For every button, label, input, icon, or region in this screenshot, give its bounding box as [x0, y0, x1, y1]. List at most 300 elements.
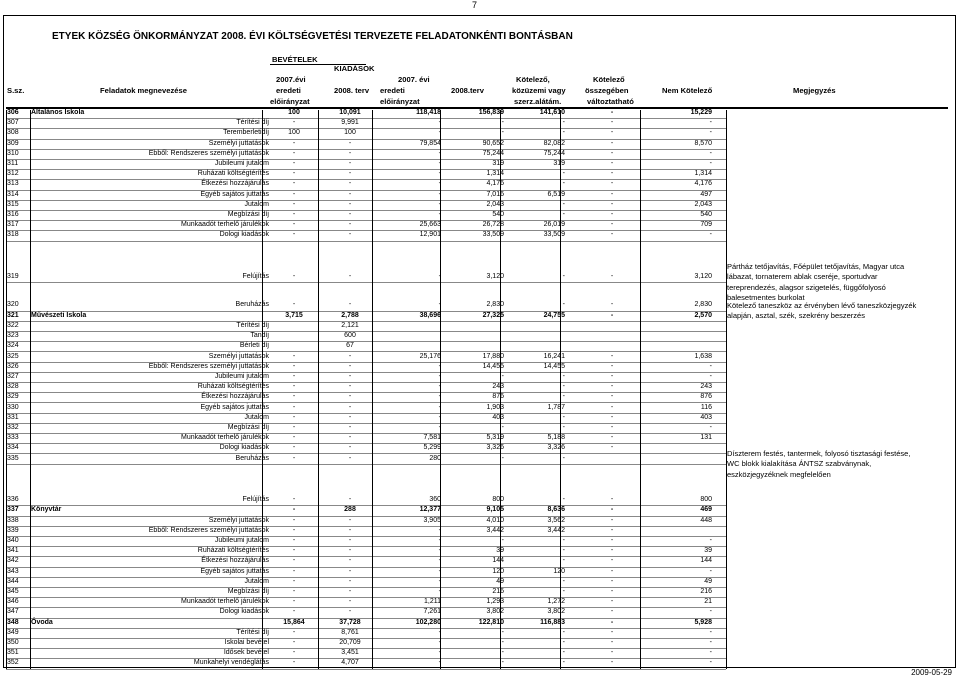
row-value-6: - — [610, 139, 614, 147]
row-value-4: 540 — [492, 211, 504, 218]
row-id: 309 — [7, 139, 19, 147]
row-value-2: 2,788 — [341, 311, 359, 319]
row-value-4: - — [501, 129, 504, 137]
row-name: Idősek bevétel — [223, 649, 269, 657]
row-value-5: 116,883 — [540, 618, 565, 626]
row-value-4: 156,839 — [478, 109, 504, 116]
row-value-5: - — [562, 423, 565, 431]
row-value-6: - — [610, 119, 614, 127]
row-value-3: - — [438, 211, 441, 218]
row-name: Beruházás — [235, 454, 269, 462]
row-value-3: 5,299 — [423, 444, 441, 452]
row-value-4: 7,016 — [486, 190, 504, 198]
row-value-5: - — [562, 413, 565, 421]
row-id: 313 — [7, 180, 19, 188]
row-id: 337 — [7, 506, 19, 514]
row-name: Térítési díj — [236, 119, 269, 127]
row-value-5: 33,509 — [543, 231, 565, 239]
row-value-3: 7,261 — [423, 608, 441, 616]
row-value-6: - — [610, 211, 614, 218]
row-value-1: - — [292, 180, 296, 188]
row-id: 344 — [7, 577, 19, 585]
row-value-1: - — [292, 139, 296, 147]
row-value-1: - — [292, 454, 296, 462]
row-value-4: 1,293 — [486, 598, 504, 606]
row-value-2: - — [348, 301, 352, 309]
row-value-6: - — [610, 444, 614, 452]
row-id: 327 — [7, 372, 19, 380]
row-value-7: - — [709, 149, 712, 157]
row-id: 341 — [7, 547, 19, 555]
row-value-7: - — [709, 659, 712, 667]
row-value-7: 15,229 — [690, 109, 712, 116]
row-value-6: - — [610, 311, 614, 319]
row-value-6: - — [610, 301, 614, 309]
row-value-1: - — [292, 526, 296, 534]
row-value-3: 360 — [429, 496, 441, 504]
row-value-5: 120 — [553, 567, 565, 575]
row-id: 345 — [7, 588, 19, 595]
row-value-2: - — [348, 200, 352, 208]
row-value-6: - — [610, 180, 614, 188]
header-feladatok: Feladatok megnevezése — [100, 86, 187, 95]
row-value-4: 3,326 — [486, 444, 504, 452]
row-value-6: - — [610, 577, 614, 585]
row-value-6: - — [610, 598, 614, 606]
row-value-3: - — [438, 129, 441, 137]
header-col1-line1: 2007.évi — [276, 75, 306, 84]
row-value-4: 33,509 — [482, 231, 504, 239]
row-value-2: - — [348, 577, 352, 585]
note-336: Díszterem festés, tantermek, folyosó tisztasági festése, WC blokk kialakítása ÁNTSZ szabványnak, eszközjegyzéknek megfelelően — [727, 449, 911, 479]
column-divider — [560, 110, 561, 669]
row-value-4: - — [501, 628, 504, 636]
row-value-6: - — [610, 273, 614, 281]
row-value-3: - — [438, 423, 441, 431]
row-value-2: 100 — [344, 129, 356, 137]
row-value-2: 3,451 — [341, 649, 359, 657]
row-value-3: 25,663 — [419, 221, 441, 229]
row-value-5: - — [562, 211, 565, 218]
row-value-4: 216 — [492, 588, 504, 595]
row-value-2: - — [348, 588, 352, 595]
row-value-5: 141,610 — [539, 109, 565, 116]
row-value-5: - — [562, 547, 565, 555]
row-name: Jubileumi jutalom — [214, 537, 269, 544]
row-value-5: 3,802 — [547, 608, 565, 616]
row-name: Munkaadót terhelő járulékok — [181, 598, 269, 606]
row-value-3: 38,696 — [419, 311, 441, 319]
row-value-2: 288 — [344, 506, 356, 514]
row-value-7: 5,928 — [694, 618, 712, 626]
row-value-1: - — [292, 413, 296, 421]
row-value-3: - — [438, 180, 441, 188]
row-id: 349 — [7, 628, 19, 636]
row-value-6: - — [610, 200, 614, 208]
row-value-1: 3,715 — [285, 311, 303, 319]
row-name: Felújítás — [242, 496, 269, 504]
row-id: 346 — [7, 598, 19, 606]
row-id: 352 — [7, 659, 19, 667]
row-value-4: 27,325 — [482, 311, 504, 319]
row-value-6: - — [610, 567, 614, 575]
row-value-1: - — [292, 639, 296, 646]
row-value-7: 144 — [700, 557, 712, 565]
row-value-4: 9,105 — [486, 506, 504, 514]
row-id: 334 — [7, 444, 19, 452]
row-value-4: - — [501, 649, 504, 657]
row-value-6: - — [610, 588, 614, 595]
row-value-2: - — [348, 403, 352, 411]
row-name: Jutalom — [244, 413, 269, 421]
row-value-6: - — [610, 109, 614, 116]
row-value-1: - — [292, 577, 296, 585]
row-value-3: - — [438, 649, 441, 657]
row-value-3: - — [438, 639, 441, 646]
row-value-1: - — [292, 598, 296, 606]
row-value-5: 82,082 — [543, 139, 565, 147]
row-value-1: - — [292, 423, 296, 431]
header-col8: Megjegyzés — [793, 86, 836, 95]
row-value-5: - — [562, 372, 565, 380]
row-value-5: 24,755 — [543, 311, 565, 319]
table-row — [6, 241, 726, 284]
row-value-2: 37,728 — [339, 618, 361, 626]
row-value-4: 39 — [496, 547, 504, 555]
document-title: ETYEK KÖZSÉG ÖNKORMÁNYZAT 2008. ÉVI KÖLTSÉGVETÉSI TERVEZETE FELADATONKÉNTI BONTÁSBAN — [52, 31, 573, 42]
row-value-5: 3,326 — [547, 444, 565, 452]
header-col2: 2008. terv — [334, 86, 370, 95]
row-id: 343 — [7, 567, 19, 575]
row-value-3: - — [438, 273, 441, 281]
row-value-7: - — [709, 119, 712, 127]
row-value-2: - — [348, 362, 352, 370]
row-value-3: - — [438, 557, 441, 565]
row-value-7: - — [709, 649, 712, 657]
row-value-6: - — [610, 413, 614, 421]
column-divider — [372, 110, 373, 669]
row-name: Megbízási díj — [227, 423, 269, 431]
row-value-2: - — [348, 221, 352, 229]
row-value-4: - — [501, 423, 504, 431]
row-id: 332 — [7, 423, 19, 431]
row-value-2: 9,991 — [341, 119, 359, 127]
row-name: Személyi juttatások — [208, 139, 269, 147]
row-name: Ebből: Rendszeres személyi juttatások — [148, 149, 269, 157]
row-value-3: - — [438, 160, 441, 167]
row-value-2: 600 — [344, 332, 356, 340]
row-value-2: - — [348, 393, 352, 401]
row-id: 307 — [7, 119, 19, 127]
header-col5-line1: Kötelező, — [516, 75, 550, 84]
row-id: 336 — [7, 496, 19, 504]
row-value-6: - — [610, 608, 614, 616]
row-value-4: 243 — [492, 383, 504, 391]
row-value-5: 75,244 — [543, 149, 565, 157]
row-value-6: - — [610, 372, 614, 380]
row-value-7: 403 — [700, 413, 712, 421]
row-value-7: 1,638 — [694, 352, 712, 360]
row-name: Jubileumi jutalom — [214, 372, 269, 380]
row-value-1: - — [292, 588, 296, 595]
row-value-7: 39 — [704, 547, 712, 555]
row-id: 329 — [7, 393, 19, 401]
row-value-3: - — [438, 170, 441, 178]
row-value-5: 16,241 — [543, 352, 565, 360]
row-value-3: - — [438, 190, 441, 198]
row-value-6: - — [610, 618, 614, 626]
row-name: Egyéb sajátos juttatás — [200, 190, 269, 198]
row-value-1: - — [292, 547, 296, 555]
row-value-6: - — [610, 628, 614, 636]
row-name: Személyi juttatások — [208, 352, 269, 360]
row-value-5: - — [562, 119, 565, 127]
row-id: 348 — [7, 618, 19, 626]
row-value-3: - — [438, 149, 441, 157]
row-value-4: 17,880 — [482, 352, 504, 360]
row-value-4: - — [501, 372, 504, 380]
note-320: Kötelező taneszköz az érvényben lévő taneszközjegyzék alapján, asztal, szék, szekrény beszerzés — [727, 301, 917, 321]
header-underline — [270, 64, 366, 65]
row-name: Egyéb sajátos juttatás — [200, 403, 269, 411]
row-value-1: - — [292, 362, 296, 370]
header-col1-line3: előirányzat — [270, 97, 310, 106]
row-value-3: - — [438, 413, 441, 421]
row-value-1: - — [292, 170, 296, 178]
row-id: 308 — [7, 129, 19, 137]
row-id: 340 — [7, 537, 19, 544]
row-value-3: - — [438, 372, 441, 380]
row-value-2: - — [348, 190, 352, 198]
row-value-7: 800 — [700, 496, 712, 504]
row-value-4: 5,319 — [486, 434, 504, 442]
row-value-6: - — [610, 190, 614, 198]
row-value-4: 14,455 — [482, 362, 504, 370]
row-value-5: 14,455 — [543, 362, 565, 370]
row-value-6: - — [610, 557, 614, 565]
row-value-3: - — [438, 383, 441, 391]
row-value-7: 448 — [700, 516, 712, 524]
row-value-2: - — [348, 211, 352, 218]
row-value-6: - — [610, 393, 614, 401]
row-value-2: 67 — [346, 342, 354, 350]
row-name: Óvoda — [31, 618, 53, 626]
row-value-1: - — [292, 649, 296, 657]
row-value-2: - — [348, 496, 352, 504]
row-value-1: - — [292, 659, 296, 667]
row-value-1: - — [292, 221, 296, 229]
row-value-1: - — [292, 516, 296, 524]
row-value-2: - — [348, 537, 352, 544]
row-value-4: 2,043 — [486, 200, 504, 208]
row-name: Felújítás — [242, 273, 269, 281]
row-value-1: - — [292, 393, 296, 401]
row-value-5: - — [562, 129, 565, 137]
row-id: 314 — [7, 190, 19, 198]
print-date: 2009-05-29 — [911, 668, 952, 677]
row-name: Általános Iskola — [31, 109, 85, 116]
row-id: 331 — [7, 413, 19, 421]
table-row — [6, 464, 726, 507]
row-value-2: - — [348, 557, 352, 565]
row-value-2: - — [348, 526, 352, 534]
row-value-1: - — [292, 434, 296, 442]
row-id: 333 — [7, 434, 19, 442]
row-value-3: 7,581 — [423, 434, 441, 442]
header-col3-line3: előirányzat — [380, 97, 420, 106]
row-name: Jutalom — [244, 577, 269, 585]
row-name: Térítési díj — [236, 628, 269, 636]
row-name: Megbízási díj — [227, 588, 269, 595]
row-value-7: 116 — [700, 403, 712, 411]
row-value-7: 469 — [700, 506, 712, 514]
row-value-7: - — [709, 608, 712, 616]
row-value-4: 1,903 — [486, 403, 504, 411]
row-value-2: - — [348, 598, 352, 606]
row-name: Bérleti díj — [239, 342, 269, 350]
row-value-4: - — [501, 537, 504, 544]
row-value-7: - — [709, 537, 712, 544]
column-divider — [262, 110, 263, 669]
row-value-7: - — [709, 129, 712, 137]
row-value-4: 49 — [496, 577, 504, 585]
row-value-5: - — [562, 383, 565, 391]
row-value-1: - — [292, 211, 296, 218]
row-value-3: 12,901 — [419, 231, 441, 239]
row-id: 339 — [7, 526, 19, 534]
row-value-2: - — [348, 273, 352, 281]
row-value-2: - — [348, 423, 352, 431]
row-id: 316 — [7, 211, 19, 218]
row-value-7: 243 — [700, 383, 712, 391]
row-value-2: 2,121 — [341, 321, 359, 329]
row-value-7: 49 — [704, 577, 712, 585]
row-id: 321 — [7, 311, 19, 319]
row-value-4: 26,728 — [482, 221, 504, 229]
header-col3-line1: 2007. évi — [398, 75, 430, 84]
row-value-5: 1,272 — [547, 598, 565, 606]
row-value-4: 403 — [492, 413, 504, 421]
row-id: 320 — [7, 301, 19, 309]
row-value-7: 216 — [700, 588, 712, 595]
row-value-7: - — [709, 628, 712, 636]
row-value-3: - — [438, 577, 441, 585]
row-value-6: - — [610, 537, 614, 544]
header-ssz: S.sz. — [7, 86, 25, 95]
row-value-4: - — [501, 119, 504, 127]
row-value-1: - — [292, 372, 296, 380]
row-id: 315 — [7, 200, 19, 208]
row-value-6: - — [610, 526, 614, 534]
row-value-1: - — [292, 160, 296, 167]
row-value-7: 21 — [704, 598, 712, 606]
row-value-2: 4,707 — [341, 659, 359, 667]
row-value-1: - — [292, 273, 296, 281]
row-id: 325 — [7, 352, 19, 360]
row-value-7: 4,176 — [694, 180, 712, 188]
header-col6-line2: összegében — [585, 86, 629, 95]
row-value-1: - — [292, 383, 296, 391]
column-divider — [500, 110, 501, 669]
row-value-6: - — [610, 516, 614, 524]
column-divider — [640, 110, 641, 669]
row-id: 322 — [7, 321, 19, 329]
row-name: Személyi juttatások — [208, 516, 269, 524]
row-value-4: 120 — [492, 567, 504, 575]
row-value-1: - — [292, 537, 296, 544]
header-col7: Nem Kötelező — [662, 86, 713, 95]
row-id: 319 — [7, 273, 19, 281]
row-value-6: - — [610, 231, 614, 239]
row-name: Dologi kiadások — [219, 608, 269, 616]
row-value-7: 3,120 — [694, 273, 712, 281]
row-value-3: 1,211 — [424, 598, 441, 606]
row-name: Tandíj — [250, 332, 269, 340]
row-value-3: - — [438, 588, 441, 595]
row-value-3: - — [438, 301, 441, 309]
row-value-6: - — [610, 496, 614, 504]
row-value-6: - — [610, 506, 614, 514]
row-id: 328 — [7, 383, 19, 391]
row-value-7: 497 — [700, 190, 712, 198]
row-id: 324 — [7, 342, 19, 350]
row-value-3: 12,377 — [419, 506, 441, 514]
row-name: Dologi kiadások — [219, 444, 269, 452]
row-id: 335 — [7, 454, 19, 462]
row-value-1: 100 — [288, 109, 300, 116]
row-value-5: - — [562, 454, 565, 462]
row-value-6: - — [610, 423, 614, 431]
header-col3-line2: eredeti — [380, 86, 405, 95]
row-value-4: 75,244 — [482, 149, 504, 157]
row-name: Munkaadót terhelő járulékok — [181, 221, 269, 229]
row-id: 310 — [7, 149, 19, 157]
row-value-3: - — [438, 362, 441, 370]
row-value-1: - — [292, 567, 296, 575]
row-name: Ruházati költségtérítés — [197, 547, 269, 555]
row-value-7: - — [709, 423, 712, 431]
row-value-7: 1,314 — [694, 170, 712, 178]
row-value-2: - — [348, 170, 352, 178]
row-value-4: 2,830 — [486, 301, 504, 309]
row-value-7: 2,830 — [694, 301, 712, 309]
row-name: Teremberletidíj — [223, 129, 269, 137]
row-id: 317 — [7, 221, 19, 229]
row-value-5: - — [562, 659, 565, 667]
row-value-5: - — [562, 393, 565, 401]
row-id: 342 — [7, 557, 19, 565]
row-name: Étkezési hozzájárulás — [201, 557, 269, 565]
row-value-7: 876 — [700, 393, 712, 401]
row-value-5: 8,636 — [547, 506, 565, 514]
row-value-4: 90,652 — [482, 139, 504, 147]
row-value-3: - — [438, 567, 441, 575]
row-value-3: - — [438, 526, 441, 534]
row-value-5: 319 — [553, 160, 565, 167]
row-value-6: - — [610, 649, 614, 657]
row-value-1: - — [292, 149, 296, 157]
row-value-5: - — [562, 557, 565, 565]
row-value-3: 25,176 — [419, 352, 441, 360]
column-divider — [30, 110, 31, 669]
column-divider — [318, 110, 319, 669]
row-value-2: - — [348, 516, 352, 524]
row-value-3: 102,280 — [415, 618, 441, 626]
row-value-3: 3,905 — [423, 516, 441, 524]
row-value-6: - — [610, 547, 614, 555]
row-value-4: - — [501, 639, 504, 646]
row-value-7: 709 — [700, 221, 712, 229]
